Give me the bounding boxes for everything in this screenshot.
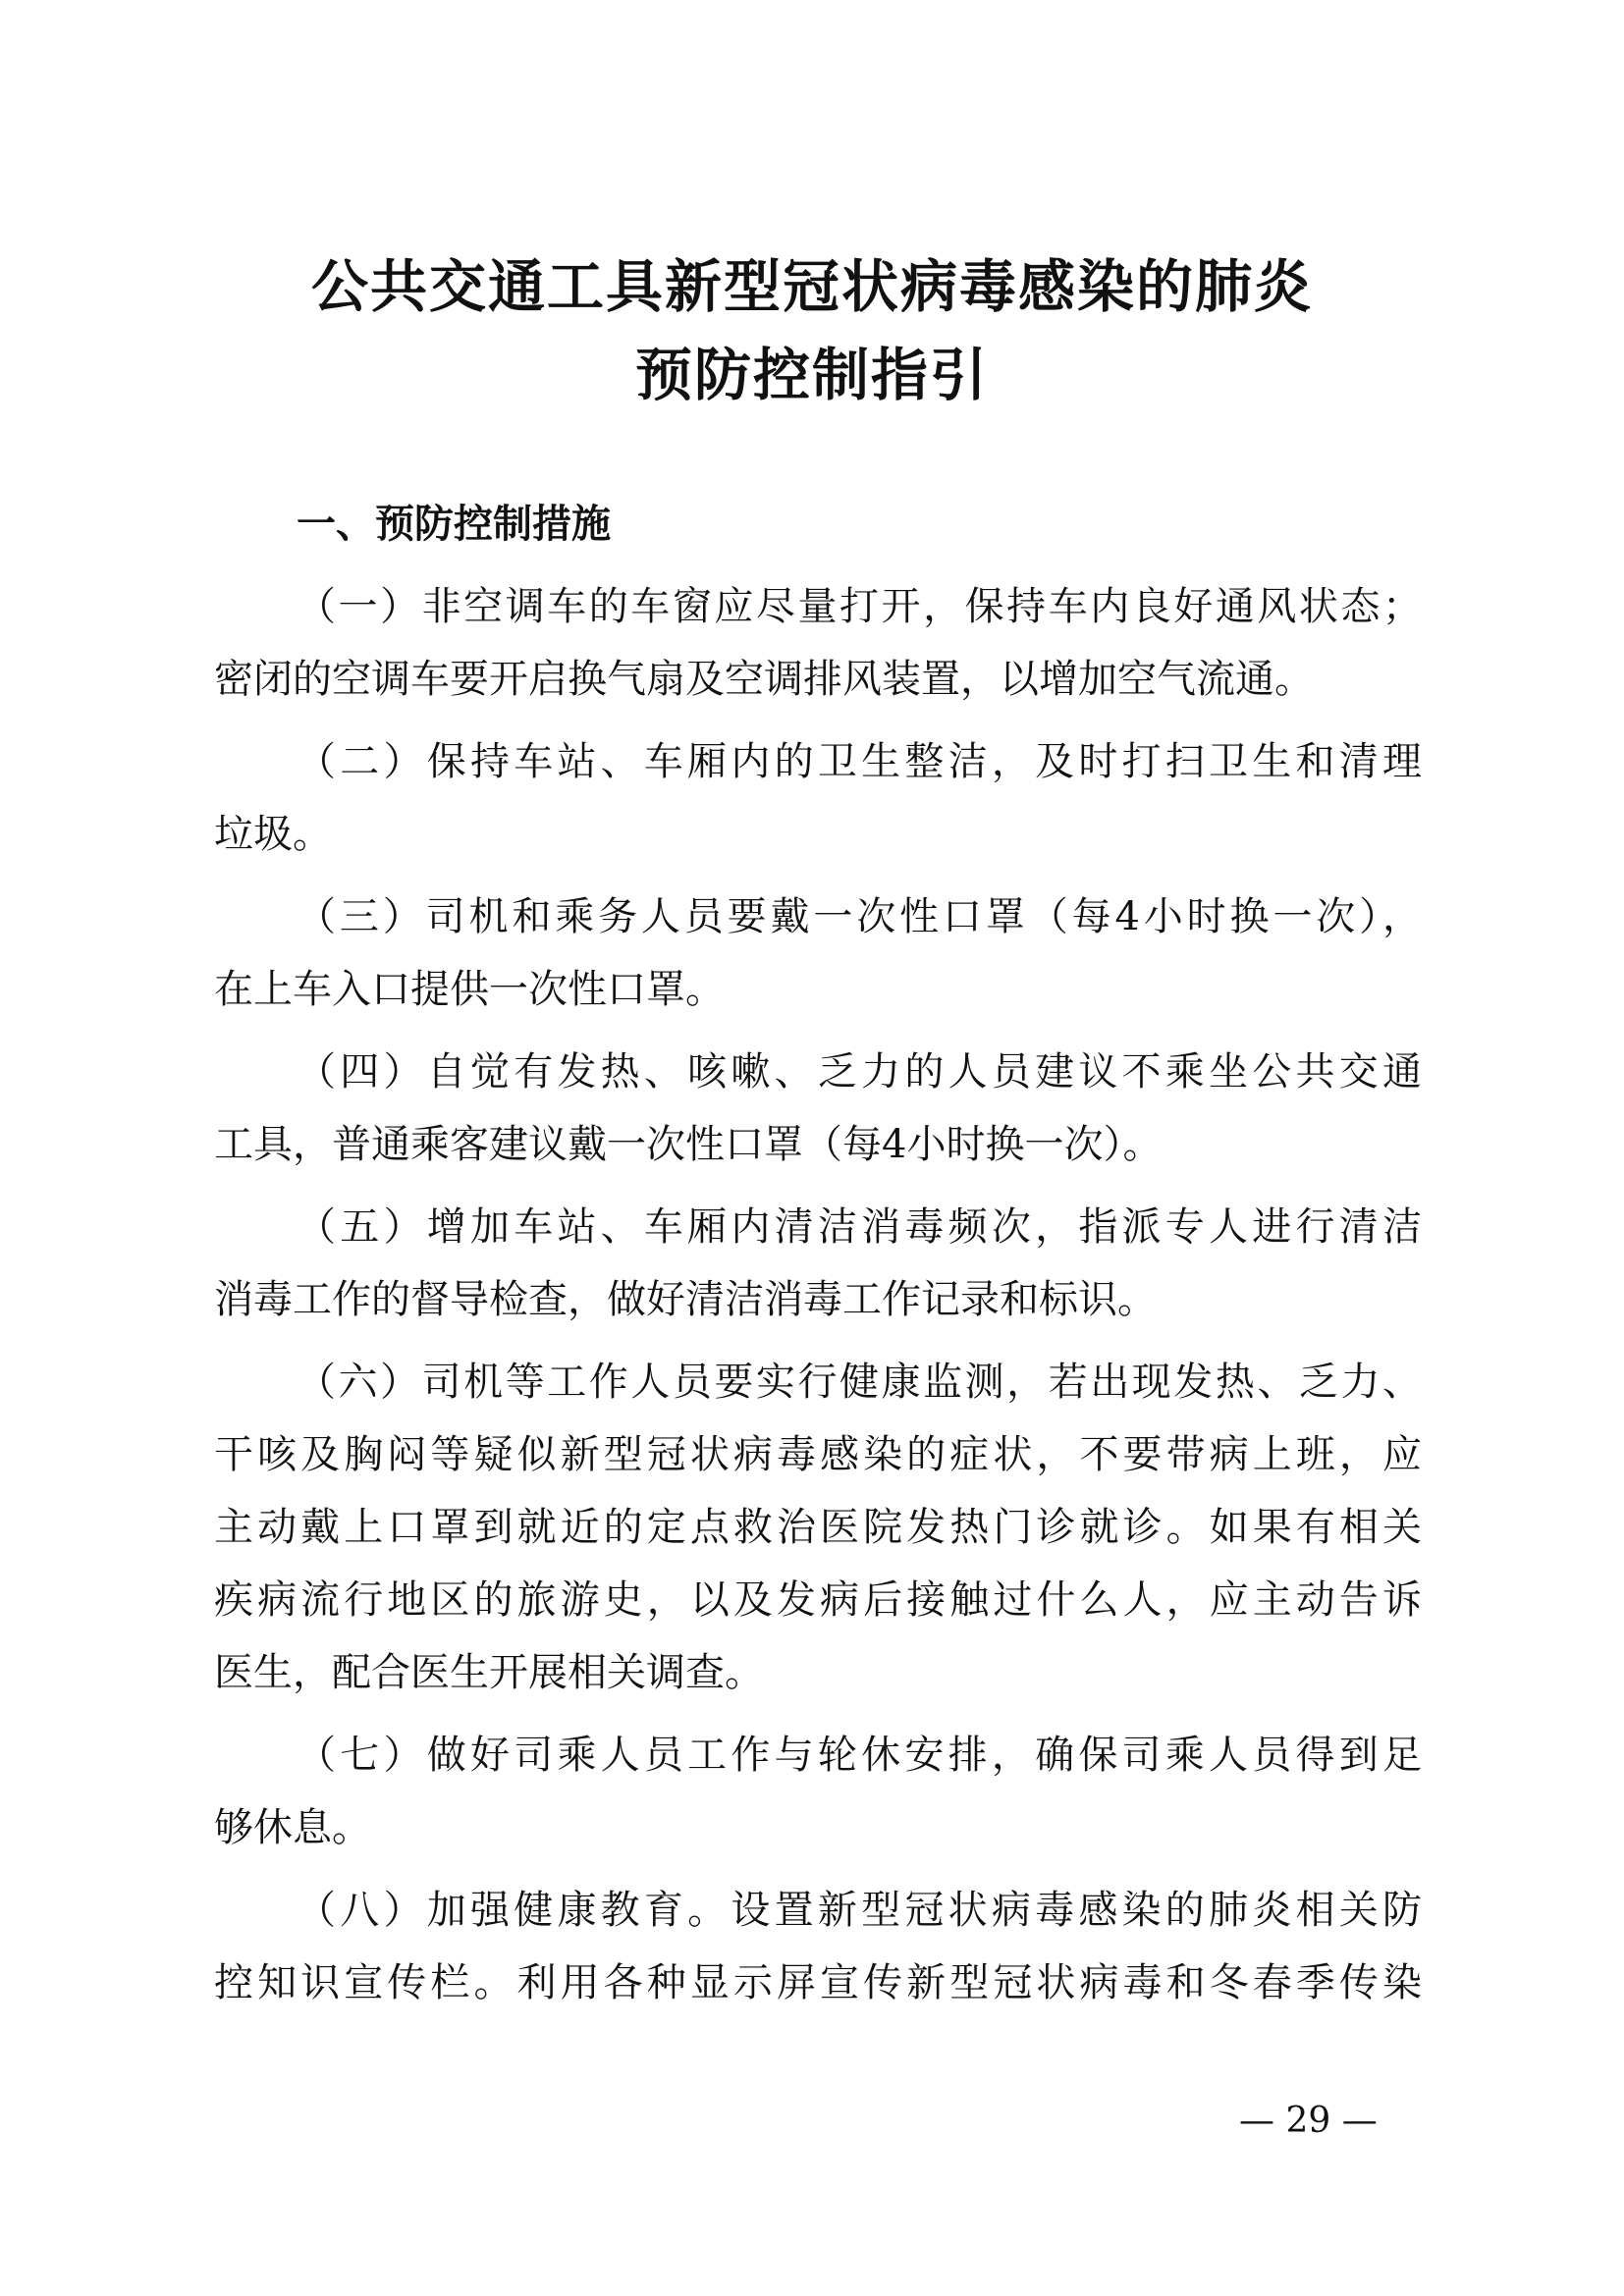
paragraph-line: 消毒工作的督导检查，做好清洁消毒工作记录和标识。	[214, 1277, 1157, 1322]
paragraph-line: 垃圾。	[214, 812, 332, 857]
paragraph-line: （八）加强健康教育。设置新型冠状病毒感染的肺炎相关防	[297, 1888, 1422, 1933]
paragraph-line: 干咳及胸闷等疑似新型冠状病毒感染的症状，不要带病上班，应	[214, 1432, 1422, 1477]
paragraph-line: 主动戴上口罩到就近的定点救治医院发热门诊就诊。如果有相关	[214, 1505, 1422, 1550]
paragraph-line: 工具，普通乘客建议戴一次性口罩（每4小时换一次）。	[214, 1122, 1163, 1167]
document-title-line-2: 预防控制指引	[634, 342, 989, 408]
paragraph-line: （三）司机和乘务人员要戴一次性口罩（每4小时换一次），	[297, 894, 1422, 939]
paragraph-line: （七）做好司乘人员工作与轮休安排，确保司乘人员得到足	[297, 1733, 1422, 1778]
paragraph-line: 控知识宣传栏。利用各种显示屏宣传新型冠状病毒和冬春季传染	[214, 1960, 1422, 2005]
paragraph-line: 够休息。	[214, 1805, 371, 1850]
paragraph-line: （一）非空调车的车窗应尽量打开，保持车内良好通风状态；	[297, 584, 1422, 629]
paragraph-line: （六）司机等工作人员要实行健康监测，若出现发热、乏力、	[297, 1360, 1422, 1405]
page-number: — 29 —	[1239, 2101, 1378, 2141]
paragraph-line: 在上车入口提供一次性口罩。	[214, 967, 725, 1012]
paragraph-line: 疾病流行地区的旅游史，以及发病后接触过什么人，应主动告诉	[214, 1577, 1422, 1623]
section-heading: 一、预防控制措施	[297, 502, 611, 547]
document-title-line-1: 公共交通工具新型冠状病毒感染的肺炎	[310, 253, 1313, 320]
paragraph-line: （五）增加车站、车厢内清洁消毒频次，指派专人进行清洁	[297, 1204, 1422, 1250]
paragraph-line: （四）自觉有发热、咳嗽、乏力的人员建议不乘坐公共交通	[297, 1049, 1422, 1095]
paragraph-line: 医生，配合医生开展相关调查。	[214, 1650, 764, 1695]
paragraph-line: （二）保持车站、车厢内的卫生整洁，及时打扫卫生和清理	[297, 739, 1422, 784]
paragraph-line: 密闭的空调车要开启换气扇及空调排风装置，以增加空气流通。	[214, 657, 1314, 702]
